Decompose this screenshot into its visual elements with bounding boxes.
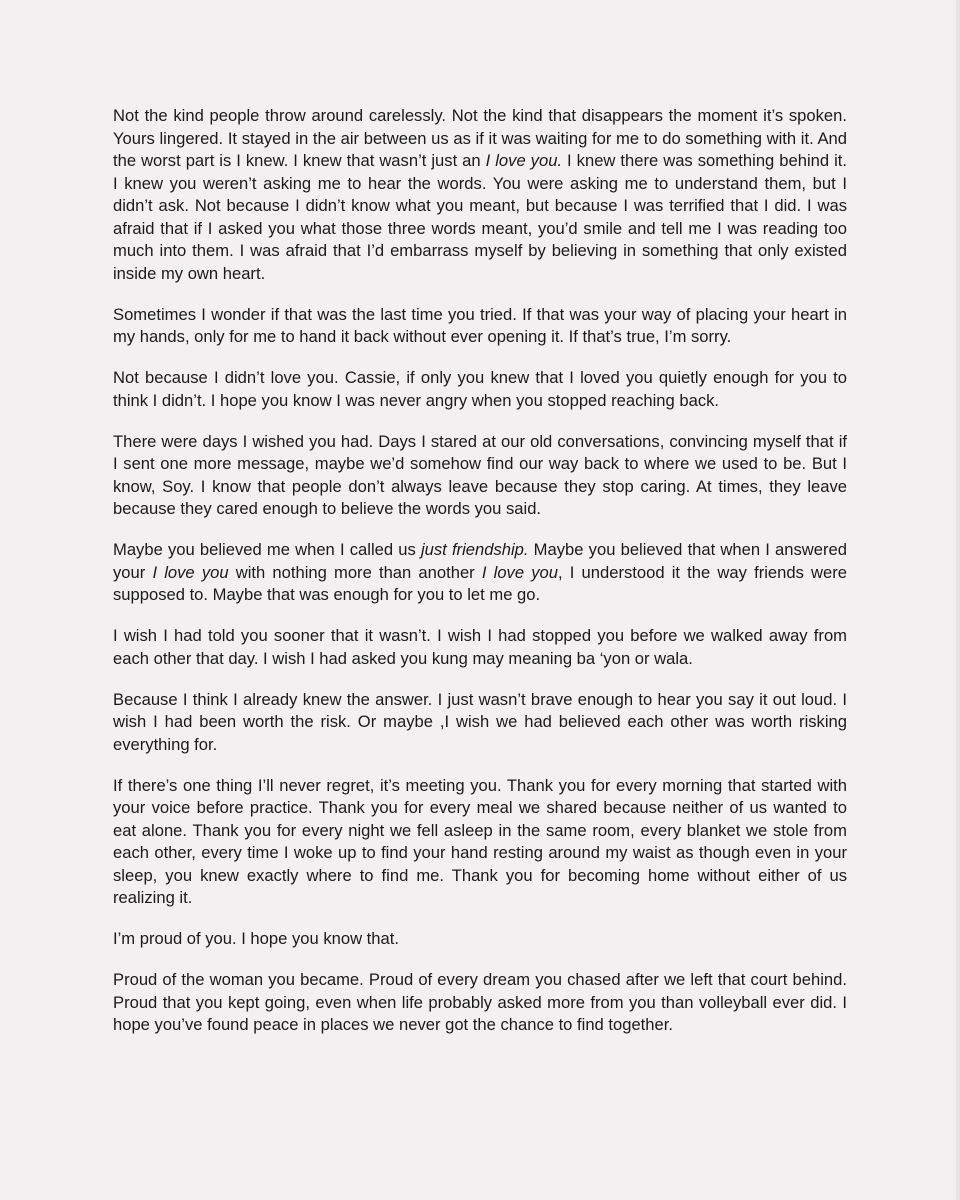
text-run: Maybe you believed me when I called us <box>113 540 421 559</box>
text-run: Not because I didn’t love you. Cassie, if only you knew that I loved you quietly enough for you to think I didn’t. I hope you know I was never angry when you stopped reaching back. <box>113 368 847 410</box>
text-run: with nothing more than another <box>228 562 482 582</box>
italic-text-run: I love you <box>152 562 229 582</box>
text-run: Because I think I already knew the answer. I just wasn’t brave enough to hear you say it out loud. I wish I had been worth the risk. Or maybe ,I wish we had believed each other was worth risking everything for. <box>113 689 847 754</box>
page-edge <box>956 0 960 1200</box>
text-run: Proud of the woman you became. Proud of every dream you chased after we left that court behind. Proud that you kept going, even when life probably asked more from you than volleyball ever did. I hope you’ve found peace in places we never got the chance to find together. <box>113 970 847 1034</box>
text-run: I knew there was something behind it. I knew you weren’t asking me to hear the words. You were asking me to understand them, but I didn’t ask. Not because I didn’t know what you meant, but because I was terrified that I did. I was afraid that if I asked you what those three words meant, you’d smile and tell me I was reading too much into them. I was afraid that I’d embarrass myself by believing in something that only existed inside my own heart. <box>113 151 848 283</box>
text-run: I wish I had told you sooner that it wasn’t. I wish I had stopped you before we walked away from each other that day. I wish I had asked you kung may meaning ba ‘yon or wala. <box>113 626 847 668</box>
text-run: Sometimes I wonder if that was the last time you tried. If that was your way of placing your heart in my hands, only for me to hand it back without ever opening it. If that’s true, I’m sorry. <box>113 304 847 346</box>
text-run: Maybe you believed that when I answered your <box>113 540 847 582</box>
paragraph <box>113 105 847 285</box>
paragraph <box>113 625 847 670</box>
text-run: , I understood it the way friends were supposed to. Maybe that was enough for you to let me go. <box>113 562 848 604</box>
text-run: There were days I wished you had. Days I stared at our old conversations, convincing myself that if I sent one more message, maybe we’d somehow find our way back to where we used to be. But I know, Soy. I know that people don’t always leave because they stop caring. At times, they leave because they cared enough to believe the words you said. <box>113 431 847 518</box>
paragraph <box>113 367 847 412</box>
text-run: Not the kind people throw around carelessly. Not the kind that disappears the moment it’s spoken. Yours lingered. It stayed in the air between us as if it was waiting for me to do something with it. And the worst part is I knew. I knew that wasn’t just an <box>113 106 847 170</box>
text-run: If there’s one thing I’ll never regret, it’s meeting you. Thank you for every morning that started with your voice before practice. Thank you for every meal we shared because neither of us wanted to eat alone. Thank you for every night we fell asleep in the same room, every blanket we stole from each other, every time I woke up to find your hand resting around my waist as though even in your sleep, you knew exactly where to find me. Thank you for becoming home without either of us realizing it. <box>113 775 847 907</box>
paragraph <box>113 539 847 607</box>
paragraph <box>113 775 847 910</box>
paragraph <box>113 304 847 349</box>
paragraph <box>113 928 847 951</box>
paragraph <box>113 431 847 521</box>
paragraph <box>113 969 847 1037</box>
italic-text-run: I love you <box>481 562 558 582</box>
letter-body <box>113 105 847 1055</box>
text-run: I’m proud of you. I hope you know that. <box>113 929 399 948</box>
italic-text-run: I love you. <box>485 151 563 170</box>
paragraph <box>113 689 847 757</box>
italic-text-run: just friendship. <box>420 540 529 559</box>
